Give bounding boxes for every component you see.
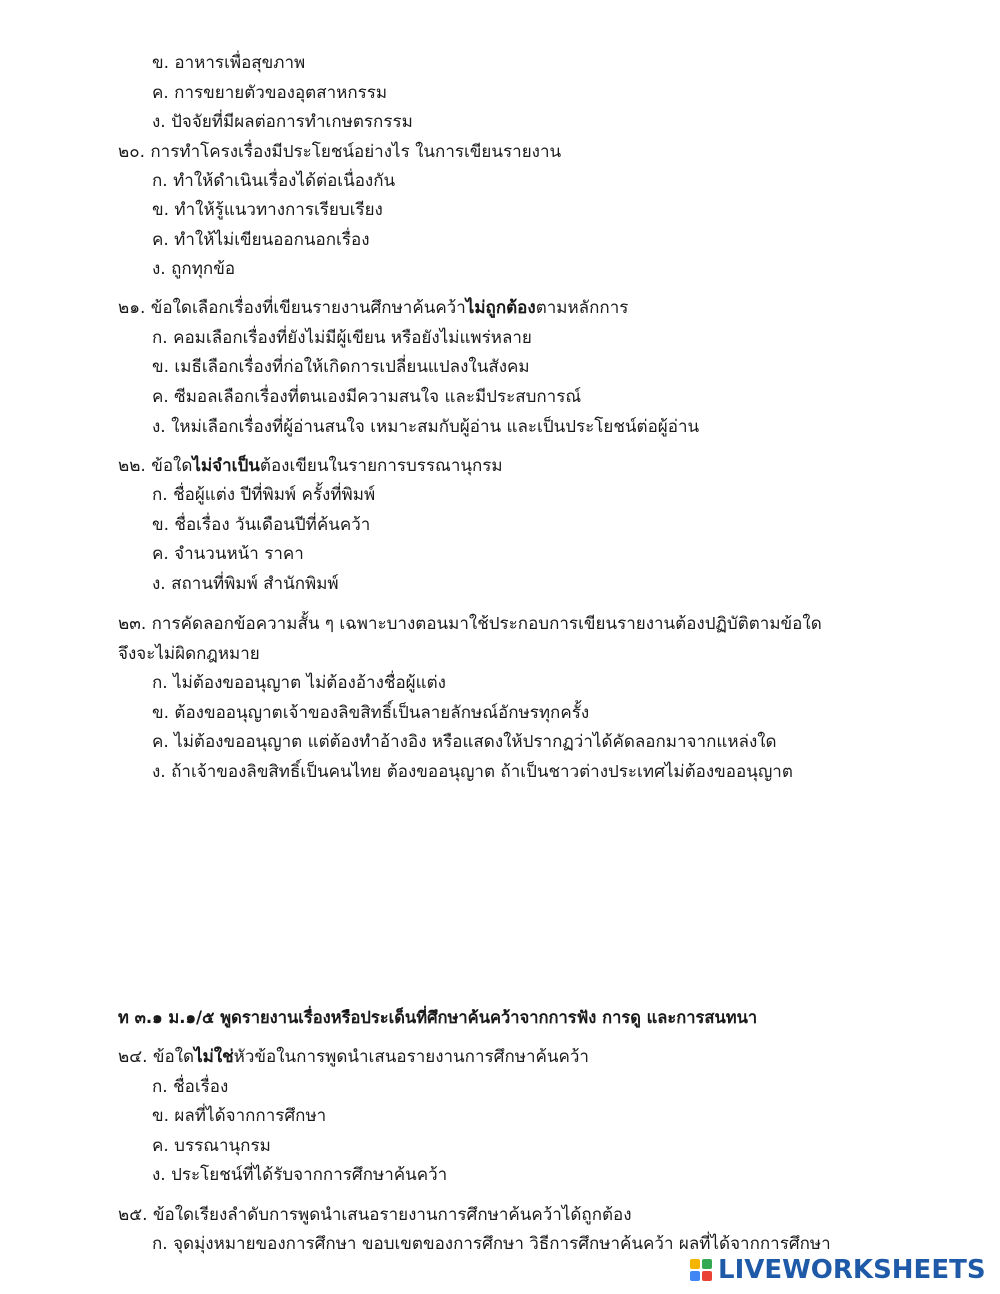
logo-square <box>690 1259 700 1269</box>
q24-stem <box>118 1046 589 1068</box>
q22-choice-a: ก. ชื่อผู้แต่ง ปีที่พิมพ์ ครั้งที่พิมพ์ <box>152 485 376 505</box>
q23-choice-b: ข. ต้องขออนุญาตเจ้าของลิขสิทธิ์เป็นลายลักษณ์อักษรทุกครั้ง <box>152 703 590 723</box>
q19-choice-d: ง. ปัจจัยที่มีผลต่อการทำเกษตรกรรม <box>152 112 413 132</box>
q21-stem-post: ตามหลักการ <box>535 298 629 318</box>
q23-choice-d: ง. ถ้าเจ้าของลิขสิทธิ์เป็นคนไทย ต้องขออนุญาต ถ้าเป็นชาวต่างประเทศไม่ต้องขออนุญาต <box>152 762 793 782</box>
logo-square <box>690 1271 700 1281</box>
q22-choice-b: ข. ชื่อเรื่อง วันเดือนปีที่ค้นคว้า <box>152 515 371 535</box>
q20-choice-b: ข. ทำให้รู้แนวทางการเรียบเรียง <box>152 200 383 220</box>
q24-choice-c: ค. บรรณานุกรม <box>152 1136 271 1156</box>
q22-stem-post: ต้องเขียนในรายการบรรณานุกรม <box>259 456 503 476</box>
logo-square <box>702 1259 712 1269</box>
q22-choice-c: ค. จำนวนหน้า ราคา <box>152 544 304 564</box>
q19-choice-c: ค. การขยายตัวของอุตสาหกรรม <box>152 83 388 103</box>
q21-choice-a: ก. คอมเลือกเรื่องที่ยังไม่มีผู้เขียน หรือยังไม่แพร่หลาย <box>152 328 532 348</box>
section-heading: ท ๓.๑ ม.๑/๕ พูดรายงานเรื่องหรือประเด็นที่ศึกษาค้นคว้าจากการฟัง การดู และการสนทนา <box>118 1008 758 1027</box>
liveworksheets-logo-icon <box>690 1259 712 1281</box>
q23-stem-line1: ๒๓. การคัดลอกข้อความสั้น ๆ เฉพาะบางตอนมาใช้ประกอบการเขียนรายงานต้องปฏิบัติตามข้อใด <box>118 614 822 634</box>
q21-stem-pre: ๒๑. ข้อใดเลือกเรื่องที่เขียนรายงานศึกษาค้นคว้า <box>118 298 466 318</box>
q22-stem-bold: ไม่จำเป็น <box>192 456 260 476</box>
q24-stem-bold: ไม่ใช่ <box>194 1047 234 1067</box>
q21-stem-bold: ไม่ถูกต้อง <box>465 298 536 318</box>
q24-choice-a: ก. ชื่อเรื่อง <box>152 1077 229 1097</box>
q24-stem-post: หัวข้อในการพูดนำเสนอรายงานการศึกษาค้นคว้า <box>233 1047 589 1067</box>
q20-choice-d: ง. ถูกทุกข้อ <box>152 259 236 279</box>
q19-choice-b: ข. อาหารเพื่อสุขภาพ <box>152 53 306 73</box>
q23-stem-line2: จึงจะไม่ผิดกฎหมาย <box>118 644 260 664</box>
q22-choice-d: ง. สถานที่พิมพ์ สำนักพิมพ์ <box>152 574 339 594</box>
q21-stem <box>118 297 628 319</box>
q21-choice-d: ง. ใหม่เลือกเรื่องที่ผู้อ่านสนใจ เหมาะสมกับผู้อ่าน และเป็นประโยชน์ต่อผู้อ่าน <box>152 417 700 437</box>
q22-stem <box>118 455 503 477</box>
q24-choice-b: ข. ผลที่ได้จากการศึกษา <box>152 1106 327 1126</box>
q23-choice-c: ค. ไม่ต้องขออนุญาต แต่ต้องทำอ้างอิง หรือแสดงให้ปรากฏว่าได้คัดลอกมาจากแหล่งใด <box>152 732 777 752</box>
q22-stem-pre: ๒๒. ข้อใด <box>118 456 193 476</box>
q20-choice-a: ก. ทำให้ดำเนินเรื่องได้ต่อเนื่องกัน <box>152 171 396 191</box>
logo-square <box>702 1271 712 1281</box>
q25-stem: ๒๕. ข้อใดเรียงลำดับการพูดนำเสนอรายงานการศึกษาค้นคว้าได้ถูกต้อง <box>118 1205 632 1225</box>
q24-choice-d: ง. ประโยชน์ที่ได้รับจากการศึกษาค้นคว้า <box>152 1165 448 1185</box>
q23-choice-a: ก. ไม่ต้องขออนุญาต ไม่ต้องอ้างชื่อผู้แต่ง <box>152 673 446 693</box>
liveworksheets-watermark <box>690 1255 986 1285</box>
q20-choice-c: ค. ทำให้ไม่เขียนออกนอกเรื่อง <box>152 230 370 250</box>
q21-choice-b: ข. เมธีเลือกเรื่องที่ก่อให้เกิดการเปลี่ยนแปลงในสังคม <box>152 357 530 377</box>
q25-choice-a: ก. จุดมุ่งหมายของการศึกษา ขอบเขตของการศึกษา วิธีการศึกษาค้นคว้า ผลที่ได้จากการศึกษา <box>152 1234 831 1254</box>
liveworksheets-logo-text: LIVEWORKSHEETS <box>718 1255 986 1285</box>
q20-stem: ๒๐. การทำโครงเรื่องมีประโยชน์อย่างไร ในการเขียนรายงาน <box>118 142 562 162</box>
q21-choice-c: ค. ซีมอลเลือกเรื่องที่ตนเองมีความสนใจ และมีประสบการณ์ <box>152 387 582 407</box>
q24-stem-pre: ๒๔. ข้อใด <box>118 1047 195 1067</box>
